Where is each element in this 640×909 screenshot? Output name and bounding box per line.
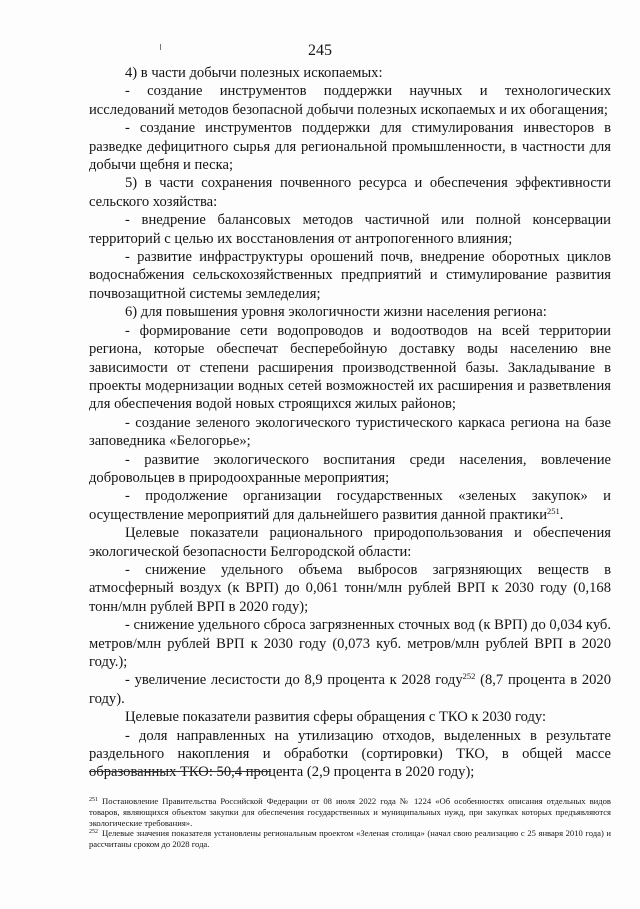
footnote-number: 252 <box>89 829 98 836</box>
paragraph: - снижение удельного объема выбросов загрязняющих веществ в атмосферный воздух (к ВРП) до 0,061 тонн/млн рублей ВРП к 2030 году (0,168 тонн/млн рублей ВРП в 2020 году); <box>89 561 611 615</box>
paragraph: 4) в части добычи полезных ископаемых: <box>125 65 383 81</box>
page-number: 245 <box>308 42 332 59</box>
main-text <box>89 64 611 782</box>
footnote-number: 251 <box>89 797 98 803</box>
paragraph: - снижение удельного сброса загрязненных сточных вод (к ВРП) до 0,034 куб. метров/млн рублей ВРП к 2030 году (0,073 куб. метров/млн рублей ВРП в 2020 году.); <box>89 617 611 670</box>
paragraph-text-tail: (8,7 процента в 2020 году). <box>89 672 612 707</box>
paragraph-green-procurement <box>89 487 611 524</box>
footnote-text: Целевые значения показателя установлены региональным проектом «Зеленая столица» (начал свою реализацию с 25 января 2010 года) и рассчитаны сроком до 2028 года. <box>89 828 611 850</box>
paragraph: - создание инструментов поддержки для стимулирования инвесторов в разведке дефицитного сырья для региональной промышленности, в частности для добычи щебня и песка; <box>89 120 611 174</box>
footnote <box>89 796 611 828</box>
footnotes <box>89 796 611 850</box>
footnote <box>89 828 611 850</box>
paragraph-forest-cover <box>89 671 611 708</box>
footnote-divider <box>89 771 271 772</box>
paragraph-text: - увеличение лесистости до 8,9 процента к 2028 году <box>125 672 463 689</box>
paragraph: Целевые показатели развития сферы обращения с ТКО к 2030 году: <box>125 709 547 726</box>
paragraph: 5) в части сохранения почвенного ресурса и обеспечения эффективности сельского хозяйства: <box>89 175 611 210</box>
paragraph: - создание инструментов поддержки научных и технологических исследований методов безопасной добычи полезных ископаемых и их обогащения; <box>89 83 611 118</box>
paragraph-text: - продолжение организации государственных «зеленых закупок» и осуществление мероприятий для дальнейшего развития данной практики <box>89 488 611 523</box>
paragraph-end: . <box>559 506 564 523</box>
paragraph: - развитие экологического воспитания среди населения, вовлечение добровольцев в природоохранные мероприятия; <box>89 451 611 486</box>
paragraph: - внедрение балансовых методов частичной или полной консервации территорий с целью их восстановления от антропогенного влияния; <box>89 212 611 247</box>
paragraph: - формирование сети водопроводов и водоотводов на всей территории региона, которые обеспечат бесперебойную доставку воды населению вне зависимости от степени расширения производственной базы. Закладывание в проекты модернизации водных сетей возможностей их расширения и разветвления для обеспечения водой новых строящихся жилых районов; <box>89 322 611 413</box>
paragraph: - развитие инфраструктуры орошений почв, внедрение оборотных циклов водоснабжения сельскохозяйственных предприятий и стимулирование развития почвозащитной системы земледелия; <box>89 249 611 302</box>
footnote-ref-252[interactable]: 252 <box>462 671 476 682</box>
paragraph: 6) для повышения уровня экологичности жизни населения региона: <box>125 304 547 321</box>
paragraph: - доля направленных на утилизацию отходов, выделенных в результате раздельного накопления и обработки (сортировки) ТКО, в общей массе образованных ТКО: 50,4 процента (2,9 процента в 2020 году); <box>89 727 611 781</box>
paragraph: Целевые показатели рационального природопользования и обеспечения экологической безопасности Белгородской области: <box>89 525 611 560</box>
footnote-text: Постановление Правительства Российской Федерации от 08 июля 2022 года № 1224 «Об особенностях описания отдельных видов товаров, являющихся объектом закупки для обеспечения государственных и муниципальных нужд, при закупках которых предъявляются экологические требования». <box>89 796 611 828</box>
paragraph: - создание зеленого экологического туристического каркаса региона на базе заповедника «Белогорье»; <box>89 414 611 450</box>
footnote-ref-251[interactable]: 251 <box>547 505 560 516</box>
